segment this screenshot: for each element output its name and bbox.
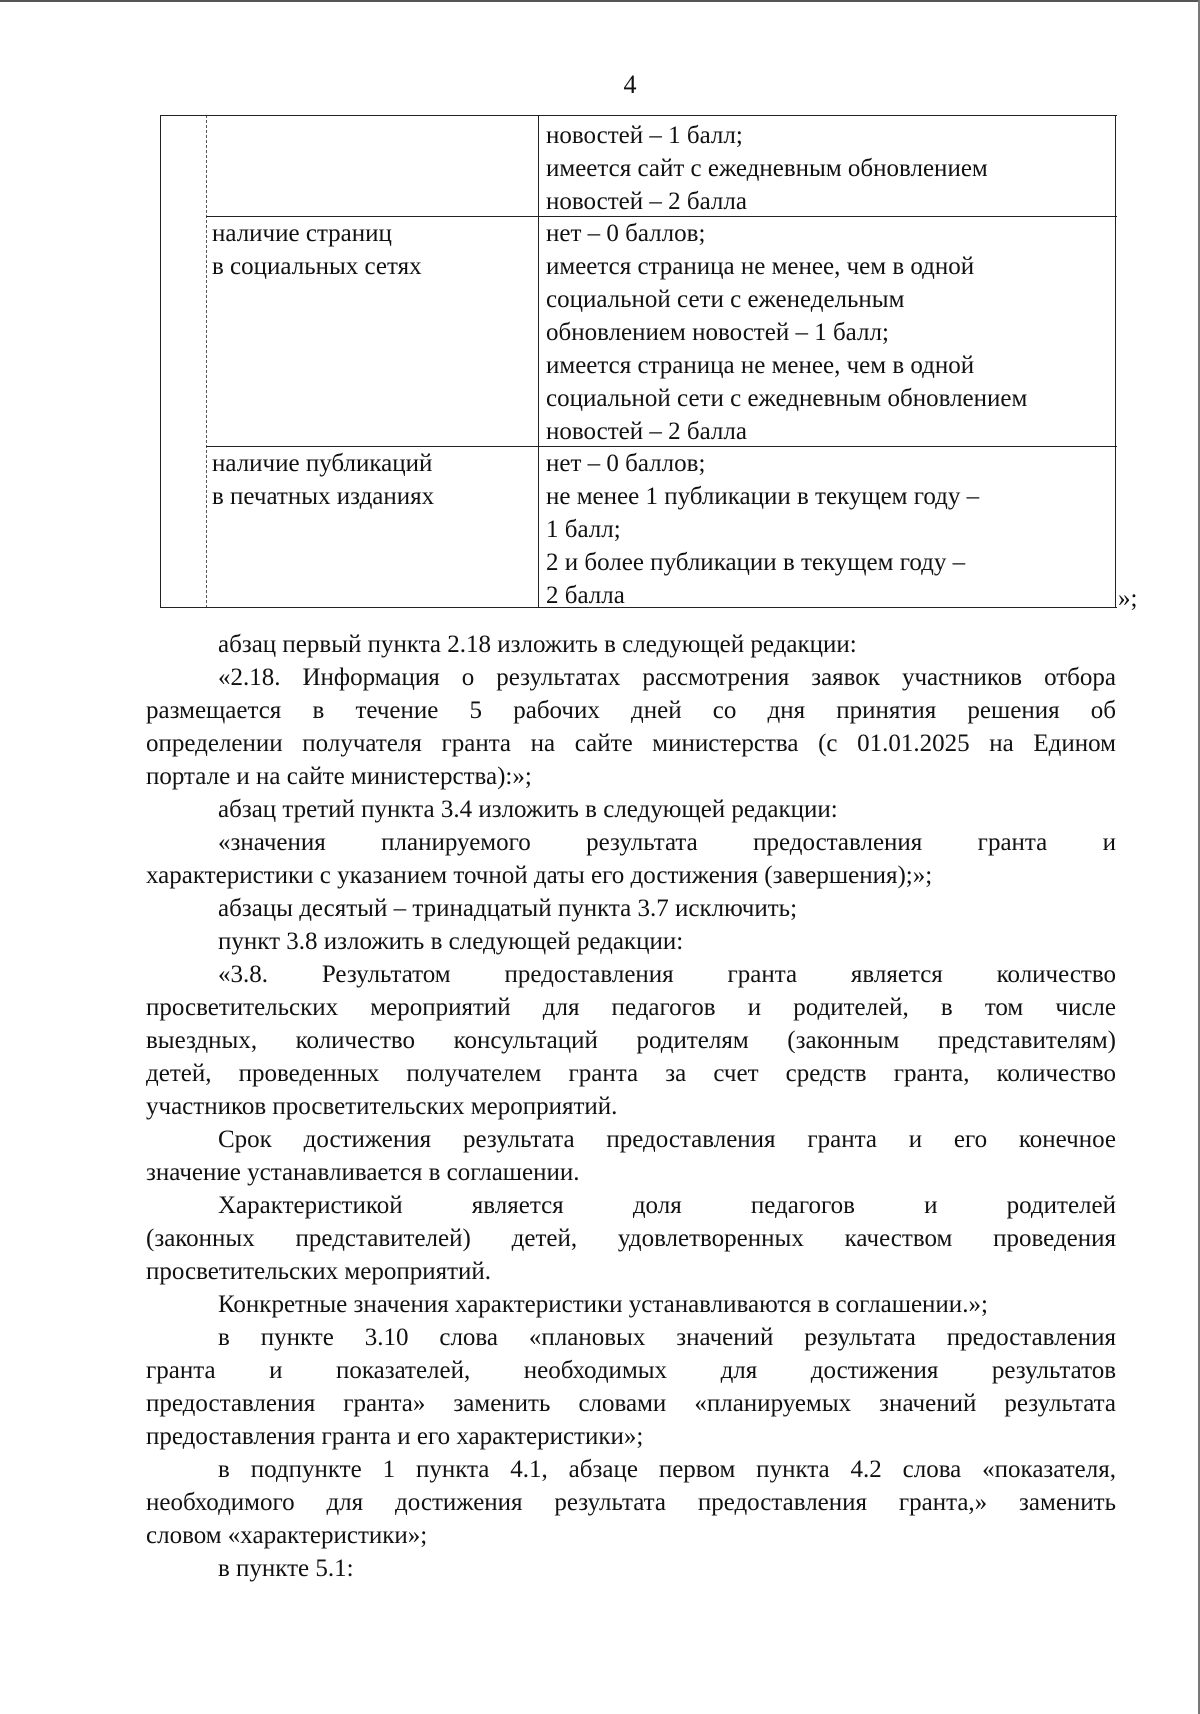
paragraph-line: выездных, количество консультаций родителям (законным представителям) bbox=[146, 1027, 1116, 1054]
table-border-top bbox=[160, 115, 1117, 116]
page-number: 4 bbox=[623, 70, 637, 99]
paragraph-line: просветительских мероприятий. bbox=[146, 1258, 492, 1285]
paragraph-line: абзацы десятый – тринадцатый пункта 3.7 исключить; bbox=[218, 895, 798, 922]
paragraph-line: значение устанавливается в соглашении. bbox=[146, 1159, 580, 1186]
table-cell-line: 1 балл; bbox=[546, 516, 621, 543]
paragraph-line: в пункте 5.1: bbox=[218, 1555, 354, 1582]
table-row-3-scores bbox=[546, 447, 979, 612]
table-cell-line: социальной сети с еженедельным bbox=[546, 286, 905, 313]
paragraph-line: размещается в течение 5 рабочих дней со дня принятия решения об bbox=[146, 697, 1116, 724]
paragraph bbox=[146, 661, 1116, 793]
table-border-left bbox=[160, 115, 161, 608]
paragraph-line: гранта и показателей, необходимых для достижения результатов bbox=[146, 1357, 1116, 1384]
paragraph bbox=[146, 1552, 1116, 1585]
table-cell-line: 2 балла bbox=[546, 582, 625, 609]
paragraph-line: «2.18. Информация о результатах рассмотрения заявок участников отбора bbox=[218, 664, 1116, 691]
paragraph-line: Конкретные значения характеристики устанавливаются в соглашении.»; bbox=[218, 1291, 988, 1318]
table-cell-line: не менее 1 публикации в текущем году – bbox=[546, 483, 980, 510]
table-row-1-scores bbox=[546, 119, 988, 218]
table-row-2-scores bbox=[546, 217, 1027, 448]
paragraph-line: «3.8. Результатом предоставления гранта является количество bbox=[218, 961, 1116, 988]
paragraph-line: предоставления гранта и его характеристики»; bbox=[146, 1423, 644, 1450]
table-cell-line: наличие страниц bbox=[212, 220, 392, 247]
paragraph-line: абзац третий пункта 3.4 изложить в следующей редакции: bbox=[218, 796, 838, 823]
paragraph-line: абзац первый пункта 2.18 изложить в следующей редакции: bbox=[218, 631, 857, 658]
paragraph bbox=[146, 1123, 1116, 1189]
paragraph-line: пункт 3.8 изложить в следующей редакции: bbox=[218, 928, 684, 955]
paragraph-line: необходимого для достижения результата предоставления гранта,» заменить bbox=[146, 1489, 1116, 1516]
table-cell-line: нет – 0 баллов; bbox=[546, 220, 706, 247]
paragraph bbox=[146, 793, 1116, 826]
paragraph bbox=[146, 958, 1116, 1123]
table-cell-line: новостей – 2 балла bbox=[546, 418, 747, 445]
paragraph-line: детей, проведенных получателем гранта за счет средств гранта, количество bbox=[146, 1060, 1116, 1087]
paragraph-line: портале и на сайте министерства):»; bbox=[146, 763, 532, 790]
table-cell-line: обновлением новостей – 1 балл; bbox=[546, 319, 889, 346]
paragraph-line: в подпункте 1 пункта 4.1, абзаце первом пункта 4.2 слова «показателя, bbox=[218, 1456, 1116, 1483]
paragraph-line: Срок достижения результата предоставления гранта и его конечное bbox=[218, 1126, 1116, 1153]
paragraph-line: «значения планируемого результата предоставления гранта и bbox=[218, 829, 1116, 856]
table-closing-mark: »; bbox=[1118, 585, 1138, 612]
table-cell-line: имеется страница не менее, чем в одной bbox=[546, 253, 975, 280]
paragraph-line: (законных представителей) детей, удовлетворенных качеством проведения bbox=[146, 1225, 1116, 1252]
paragraph bbox=[146, 1288, 1116, 1321]
table-cell-line: в социальных сетях bbox=[212, 253, 422, 280]
scan-edge-top bbox=[0, 0, 1200, 2]
paragraph-line: участников просветительских мероприятий. bbox=[146, 1093, 618, 1120]
paragraph bbox=[146, 892, 1116, 925]
paragraph bbox=[146, 826, 1116, 892]
table-cell-line: имеется сайт с ежедневным обновлением bbox=[546, 155, 988, 182]
paragraph-line: просветительских мероприятий для педагогов и родителей, в том числе bbox=[146, 994, 1116, 1021]
table-cell-line: наличие публикаций bbox=[212, 450, 433, 477]
paragraph-line: предоставления гранта» заменить словами «планируемых значений результата bbox=[146, 1390, 1116, 1417]
table-cell-line: в печатных изданиях bbox=[212, 483, 435, 510]
paragraph-line: в пункте 3.10 слова «плановых значений результата предоставления bbox=[218, 1324, 1116, 1351]
paragraph-line: характеристики с указанием точной даты его достижения (завершения);»; bbox=[146, 862, 933, 889]
table-row-2-criterion bbox=[212, 217, 422, 283]
criteria-table bbox=[160, 115, 1116, 608]
paragraph bbox=[146, 1189, 1116, 1288]
paragraph bbox=[146, 1453, 1116, 1552]
table-cell-line: социальной сети с ежедневным обновлением bbox=[546, 385, 1028, 412]
document-body bbox=[146, 628, 1116, 1585]
table-cell-line: нет – 0 баллов; bbox=[546, 450, 706, 477]
table-cell-line: 2 и более публикации в текущем году – bbox=[546, 549, 966, 576]
table-border-inner bbox=[206, 115, 207, 608]
paragraph bbox=[146, 925, 1116, 958]
paragraph bbox=[146, 628, 1116, 661]
table-row-3-criterion bbox=[212, 447, 434, 513]
table-border-right bbox=[1115, 115, 1116, 608]
paragraph-line: Характеристикой является доля педагогов и родителей bbox=[218, 1192, 1116, 1219]
table-cell-line: имеется страница не менее, чем в одной bbox=[546, 352, 975, 379]
table-cell-line: новостей – 1 балл; bbox=[546, 122, 743, 149]
table-column-divider bbox=[538, 115, 539, 608]
paragraph-line: словом «характеристики»; bbox=[146, 1522, 428, 1549]
paragraph-line: определении получателя гранта на сайте министерства (с 01.01.2025 на Едином bbox=[146, 730, 1116, 757]
paragraph bbox=[146, 1321, 1116, 1453]
table-cell-line: новостей – 2 балла bbox=[546, 188, 747, 215]
